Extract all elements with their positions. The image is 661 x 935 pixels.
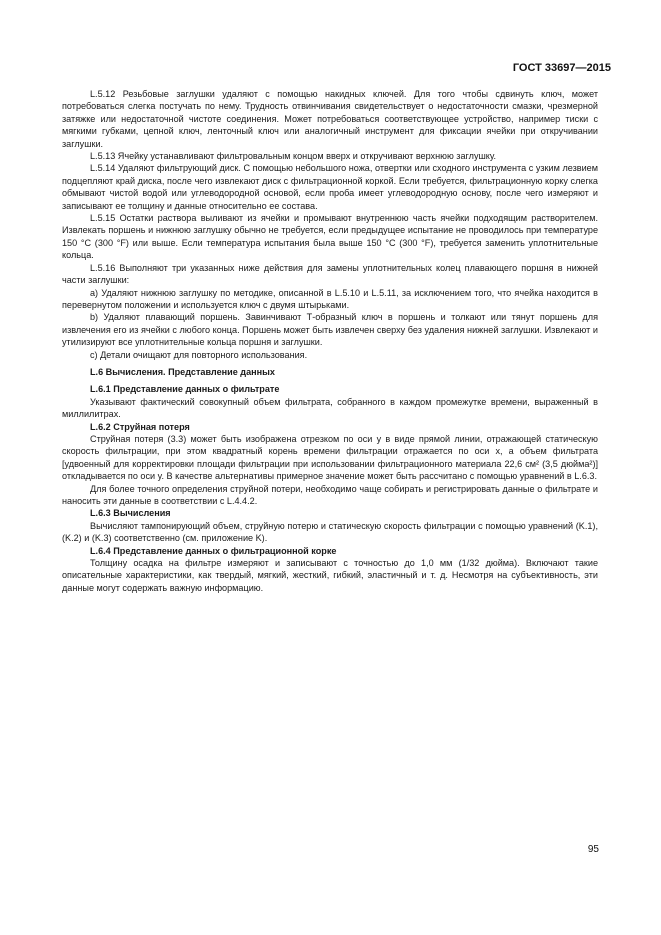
paragraph-calculations: Вычисляют тампонирующий объем, струйную потерю и статическую скорость фильтрации с помощью уравнений (K.1), (K.2) и (K.3) соответственно (см. приложение K). (62, 520, 598, 544)
list-item-c: c) Детали очищают для повторного использования. (90, 349, 308, 360)
standard-number: ГОСТ 33697—2015 (512, 62, 611, 74)
subsection-heading-l-6-1: L.6.1 Представление данных о фильтрате (90, 384, 280, 395)
paragraph-filter-cake: Толщину осадка на фильтре измеряют и записывают с точностью до 1,0 мм (1/32 дюйма). Включают такие описательные характеристики, как твердый, мягкий, жесткий, гибкий, эластичный и т. д. Несмотря на субъективность, эти данные могут содержать важную информацию. (62, 558, 598, 593)
subsection-heading-l-6-3: L.6.3 Вычисления (90, 508, 171, 519)
list-item-b: b) Удаляют плавающий поршень. Завинчивают Т-образный ключ в поршень и толкают или тянут поршень для извлечения его из ячейки с любого конца. Поршень может быть извлечен сверху без удаления нижней заглушки. Извлекают и утилизируют все уплотнительные кольца поршня и заглушки. (62, 312, 598, 348)
page-number: 95 (587, 844, 599, 855)
paragraph-l-5-14: L.5.14 Удаляют фильтрующий диск. С помощью небольшого ножа, отвертки или сходного инструмента с узким лезвием подцепляют край диска, после чего извлекают диск с фильтрационной коркой. Если требуется, фильтрационную корку слегка обмывают чистой водой или углеводородной основой, если проба имеет углеводородную основу, после чего измеряют и записывают ее толщину и данные относительно ее состава. (62, 163, 598, 211)
paragraph-l-5-16: L.5.16 Выполняют три указанных ниже действия для замены уплотнительных колец плавающего поршня в нижней части заглушки: (62, 262, 598, 286)
document-body (62, 88, 598, 594)
subsection-heading-l-6-4: L.6.4 Представление данных о фильтрационной корке (90, 545, 337, 556)
subsection-heading-l-6-2: L.6.2 Струйная потеря (90, 421, 190, 432)
paragraph-l-5-12: L.5.12 Резьбовые заглушки удаляют с помощью накидных ключей. Для того чтобы сдвинуть ключ, может потребоваться слегка постучать по нему. Трудность отвинчивания свидетельствует о недостаточности смазки, чрезмерной затяжке или недостаточной чистоте соединения. Может потребоваться соответствующее устройство, например тиски с мягкими губками, цепной ключ, ленточный ключ или аналогичный инструмент для фиксации ячейки при откручивании заглушки. (62, 89, 598, 149)
paragraph-l-5-15: L.5.15 Остатки раствора выливают из ячейки и промывают внутреннюю часть ячейки подходящим растворителем. Извлекать поршень и нижнюю заглушку обычно не требуется, если предыдущее испытание не проводилось при температуре 150 °С (300 °F) или выше. Если температура испытания была выше 150 °С (300 °F), требуется заменить уплотнительные кольца. (62, 213, 598, 261)
paragraph-spurt-loss: Струйная потеря (3.3) может быть изображена отрезком по оси y в виде прямой линии, отражающей статическую скорость фильтрации, при этом квадратный корень времени фильтрации отражается по оси x, а объем фильтрата [удвоенный для корректировки площади фильтрации при использовании фильтрационного материала 22,6 см² (3,5 дюйма²)] откладывается по оси y. В качестве альтернативы примерное значение может быть рассчитано с помощью уравнений в L.6.3. (62, 433, 598, 482)
paragraph-l-5-13: L.5.13 Ячейку устанавливают фильтровальным концом вверх и откручивают верхнюю заглушку. (90, 151, 497, 162)
paragraph-filtrate: Указывают фактический совокупный объем фильтрата, собранного в каждом промежутке времени, выраженный в миллилитрах. (62, 396, 598, 420)
paragraph-spurt-loss-accuracy: Для более точного определения струйной потери, необходимо чаще собирать и регистрировать данные о фильтрате и наносить эти данные в соответствии с L.4.4.2. (62, 483, 598, 506)
list-item-a: a) Удаляют нижнюю заглушку по методике, описанной в L.5.10 и L.5.11, за исключением того, что ячейка находится в перевернутом положении и используется ключ с двумя штырьками. (62, 287, 598, 310)
section-heading-l-6: L.6 Вычисления. Представление данных (90, 366, 275, 377)
